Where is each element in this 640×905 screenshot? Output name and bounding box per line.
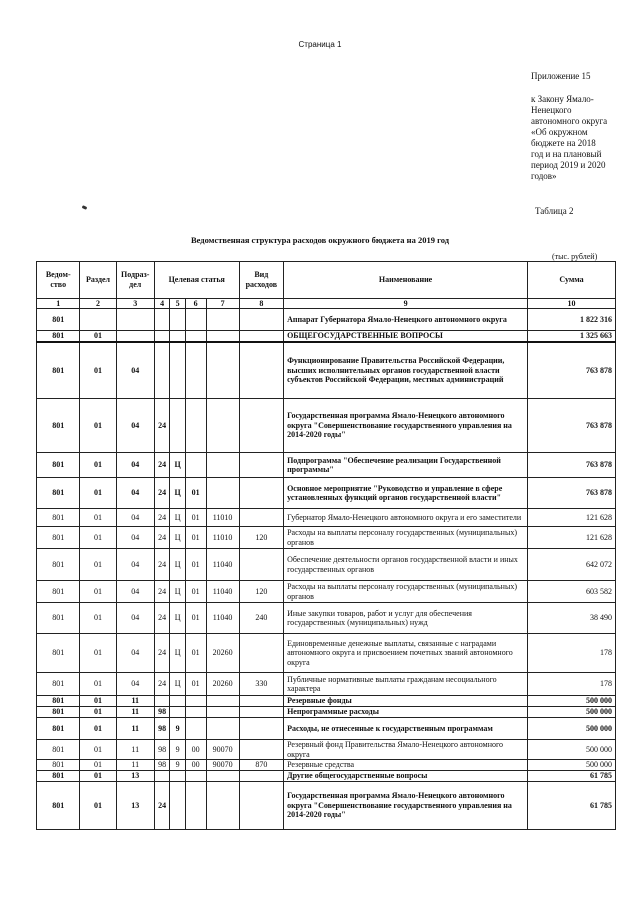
table-row — [37, 342, 616, 399]
appendix-line: год и на плановый — [531, 149, 602, 159]
cell-cs-program: 24 — [154, 782, 170, 830]
cell-razdel: 01 — [80, 696, 116, 707]
cell-vid-rashodov — [239, 718, 283, 740]
cell-vid-rashodov — [239, 509, 283, 527]
cell-cs-subprogram: Ц — [170, 634, 186, 673]
cell-cs-direction: 90070 — [206, 760, 239, 771]
scan-speck — [82, 205, 88, 210]
cell-cs-activity — [185, 771, 206, 782]
cell-summa: 121 628 — [528, 509, 616, 527]
cell-vedomstvo: 801 — [37, 634, 80, 673]
cell-summa: 61 785 — [528, 771, 616, 782]
cell-cs-direction — [206, 782, 239, 830]
cell-summa: 38 490 — [528, 603, 616, 634]
cell-summa: 1 822 316 — [528, 309, 616, 331]
cell-cs-activity — [185, 782, 206, 830]
cell-cs-subprogram — [170, 782, 186, 830]
cell-podrazdel: 04 — [116, 478, 154, 509]
cell-razdel: 01 — [80, 581, 116, 603]
cell-naimenovanie: Расходы, не отнесенные к государственным программам — [284, 718, 528, 740]
cell-cs-subprogram: Ц — [170, 603, 186, 634]
cell-vid-rashodov: 120 — [239, 527, 283, 549]
cell-vid-rashodov — [239, 342, 283, 399]
cell-podrazdel: 04 — [116, 509, 154, 527]
table-row — [37, 453, 616, 478]
column-number: 9 — [284, 299, 528, 309]
cell-razdel: 01 — [80, 342, 116, 399]
appendix-line: бюджете на 2018 — [531, 138, 596, 148]
cell-cs-program: 24 — [154, 603, 170, 634]
cell-naimenovanie: Подпрограмма "Обеспечение реализации Государственной программы" — [284, 453, 528, 478]
cell-razdel: 01 — [80, 549, 116, 581]
cell-cs-program: 24 — [154, 634, 170, 673]
appendix-line: период 2019 и 2020 — [531, 160, 606, 170]
cell-vid-rashodov — [239, 771, 283, 782]
cell-razdel: 01 — [80, 718, 116, 740]
cell-summa: 500 000 — [528, 740, 616, 760]
header-vedomstvo: Ведом-ство — [37, 262, 80, 299]
cell-cs-activity — [185, 696, 206, 707]
header-vid-rashodov: Вид расходов — [239, 262, 283, 299]
column-number-row — [37, 299, 616, 309]
cell-cs-program: 98 — [154, 760, 170, 771]
cell-cs-activity — [185, 453, 206, 478]
table-row — [37, 718, 616, 740]
cell-vedomstvo: 801 — [37, 549, 80, 581]
cell-summa: 500 000 — [528, 707, 616, 718]
cell-cs-direction — [206, 478, 239, 509]
cell-cs-program: 24 — [154, 581, 170, 603]
cell-razdel: 01 — [80, 509, 116, 527]
cell-vedomstvo: 801 — [37, 707, 80, 718]
table-row — [37, 509, 616, 527]
units-note: (тыс. рублей) — [552, 252, 598, 261]
appendix-line: годов» — [531, 171, 557, 181]
cell-cs-subprogram — [170, 771, 186, 782]
cell-podrazdel: 13 — [116, 782, 154, 830]
cell-vedomstvo: 801 — [37, 342, 80, 399]
table-label: Таблица 2 — [535, 206, 574, 216]
cell-podrazdel: 04 — [116, 453, 154, 478]
table-row — [37, 771, 616, 782]
cell-cs-direction — [206, 771, 239, 782]
header-celevaya-statya: Целевая статья — [154, 262, 239, 299]
cell-cs-program — [154, 309, 170, 331]
cell-cs-activity — [185, 342, 206, 399]
cell-cs-activity: 00 — [185, 760, 206, 771]
column-number: 3 — [116, 299, 154, 309]
table-row — [37, 634, 616, 673]
cell-naimenovanie: Обеспечение деятельности органов государственной власти и иных государственных органов — [284, 549, 528, 581]
cell-cs-activity — [185, 399, 206, 453]
cell-vedomstvo: 801 — [37, 740, 80, 760]
table-row — [37, 549, 616, 581]
cell-cs-direction: 11010 — [206, 527, 239, 549]
cell-summa: 763 878 — [528, 478, 616, 509]
cell-naimenovanie: Другие общегосударственные вопросы — [284, 771, 528, 782]
cell-vid-rashodov — [239, 782, 283, 830]
table-row — [37, 399, 616, 453]
cell-summa: 763 878 — [528, 399, 616, 453]
cell-cs-direction — [206, 342, 239, 399]
cell-podrazdel: 04 — [116, 634, 154, 673]
cell-cs-program: 24 — [154, 399, 170, 453]
cell-cs-activity: 01 — [185, 634, 206, 673]
cell-summa: 1 325 663 — [528, 331, 616, 342]
cell-summa: 500 000 — [528, 696, 616, 707]
column-number: 1 — [37, 299, 80, 309]
cell-cs-direction — [206, 399, 239, 453]
appendix-line: Ненецкого — [531, 105, 572, 115]
cell-cs-subprogram — [170, 331, 186, 342]
cell-cs-direction: 20260 — [206, 634, 239, 673]
cell-cs-program — [154, 696, 170, 707]
cell-naimenovanie: Функционирование Правительства Российской Федерации, высших исполнительных органов государственной власти субъектов Российской Федерации, местных администраций — [284, 342, 528, 399]
cell-vedomstvo: 801 — [37, 478, 80, 509]
cell-cs-direction: 11040 — [206, 581, 239, 603]
cell-cs-program: 24 — [154, 509, 170, 527]
table-row — [37, 760, 616, 771]
cell-cs-subprogram: Ц — [170, 509, 186, 527]
cell-vid-rashodov: 330 — [239, 673, 283, 696]
cell-podrazdel: 11 — [116, 696, 154, 707]
table-row — [37, 527, 616, 549]
cell-cs-subprogram: 9 — [170, 740, 186, 760]
cell-naimenovanie: Государственная программа Ямало-Ненецкого автономного округа "Совершенствование государственного управления на 2014-2020 годы" — [284, 782, 528, 830]
column-number: 2 — [80, 299, 116, 309]
cell-cs-activity: 01 — [185, 581, 206, 603]
cell-naimenovanie: Расходы на выплаты персоналу государственных (муниципальных) органов — [284, 527, 528, 549]
cell-naimenovanie: Резервные средства — [284, 760, 528, 771]
cell-cs-activity: 00 — [185, 740, 206, 760]
cell-vedomstvo: 801 — [37, 782, 80, 830]
cell-cs-program: 98 — [154, 718, 170, 740]
cell-razdel — [80, 309, 116, 331]
cell-vedomstvo: 801 — [37, 453, 80, 478]
cell-vid-rashodov — [239, 309, 283, 331]
cell-razdel: 01 — [80, 603, 116, 634]
column-number: 5 — [170, 299, 186, 309]
header-summa: Сумма — [528, 262, 616, 299]
cell-cs-subprogram — [170, 696, 186, 707]
cell-summa: 763 878 — [528, 453, 616, 478]
cell-cs-subprogram — [170, 399, 186, 453]
cell-cs-direction: 20260 — [206, 673, 239, 696]
header-razdel: Раздел — [80, 262, 116, 299]
cell-cs-program: 98 — [154, 740, 170, 760]
cell-cs-subprogram — [170, 707, 186, 718]
cell-razdel: 01 — [80, 707, 116, 718]
cell-podrazdel — [116, 331, 154, 342]
cell-vid-rashodov — [239, 549, 283, 581]
cell-podrazdel: 11 — [116, 760, 154, 771]
cell-razdel: 01 — [80, 634, 116, 673]
cell-naimenovanie: Основное мероприятие "Руководство и управление в сфере установленных функций органов государственной власти" — [284, 478, 528, 509]
cell-naimenovanie: Государственная программа Ямало-Ненецкого автономного округа "Совершенствование государственного управления на 2014-2020 годы" — [284, 399, 528, 453]
cell-cs-direction: 11040 — [206, 549, 239, 581]
cell-cs-program — [154, 342, 170, 399]
table-body — [37, 309, 616, 830]
table-title: Ведомственная структура расходов окружного бюджета на 2019 год — [190, 235, 450, 245]
cell-cs-activity — [185, 331, 206, 342]
budget-table — [36, 261, 616, 830]
cell-vedomstvo: 801 — [37, 527, 80, 549]
cell-razdel: 01 — [80, 760, 116, 771]
table-row — [37, 673, 616, 696]
cell-summa: 178 — [528, 673, 616, 696]
column-number: 8 — [239, 299, 283, 309]
cell-naimenovanie: ОБЩЕГОСУДАРСТВЕННЫЕ ВОПРОСЫ — [284, 331, 528, 342]
cell-vedomstvo: 801 — [37, 581, 80, 603]
cell-vid-rashodov — [239, 331, 283, 342]
cell-cs-activity: 01 — [185, 478, 206, 509]
cell-cs-subprogram: Ц — [170, 673, 186, 696]
table-header-row — [37, 262, 616, 299]
cell-vedomstvo: 801 — [37, 771, 80, 782]
cell-vid-rashodov — [239, 740, 283, 760]
cell-cs-direction — [206, 453, 239, 478]
cell-summa: 763 878 — [528, 342, 616, 399]
table-row — [37, 696, 616, 707]
cell-cs-subprogram: Ц — [170, 581, 186, 603]
table-row — [37, 740, 616, 760]
cell-vid-rashodov: 240 — [239, 603, 283, 634]
cell-naimenovanie: Расходы на выплаты персоналу государственных (муниципальных) органов — [284, 581, 528, 603]
cell-cs-program: 24 — [154, 673, 170, 696]
cell-vid-rashodov: 120 — [239, 581, 283, 603]
cell-podrazdel: 04 — [116, 603, 154, 634]
cell-cs-subprogram: Ц — [170, 527, 186, 549]
cell-podrazdel: 11 — [116, 718, 154, 740]
cell-vid-rashodov — [239, 707, 283, 718]
cell-summa: 500 000 — [528, 760, 616, 771]
cell-summa: 642 072 — [528, 549, 616, 581]
cell-naimenovanie: Аппарат Губернатора Ямало-Ненецкого автономного округа — [284, 309, 528, 331]
cell-vedomstvo: 801 — [37, 718, 80, 740]
cell-cs-direction: 90070 — [206, 740, 239, 760]
cell-cs-program: 24 — [154, 453, 170, 478]
cell-cs-direction: 11010 — [206, 509, 239, 527]
cell-cs-direction — [206, 309, 239, 331]
header-podrazdel: Подраз-дел — [116, 262, 154, 299]
cell-cs-direction — [206, 331, 239, 342]
table-row — [37, 309, 616, 331]
cell-cs-subprogram: Ц — [170, 453, 186, 478]
cell-cs-program: 24 — [154, 478, 170, 509]
cell-razdel: 01 — [80, 771, 116, 782]
cell-vedomstvo: 801 — [37, 509, 80, 527]
cell-cs-direction — [206, 696, 239, 707]
table-row — [37, 478, 616, 509]
table-row — [37, 331, 616, 342]
cell-podrazdel: 11 — [116, 740, 154, 760]
header-naimenovanie: Наименование — [284, 262, 528, 299]
cell-naimenovanie: Единовременные денежные выплаты, связанные с наградами автономного округа и присвоением почетных званий автономного округа — [284, 634, 528, 673]
cell-vedomstvo: 801 — [37, 309, 80, 331]
cell-summa: 500 000 — [528, 718, 616, 740]
cell-cs-subprogram: Ц — [170, 549, 186, 581]
cell-razdel: 01 — [80, 331, 116, 342]
cell-summa: 121 628 — [528, 527, 616, 549]
cell-vedomstvo: 801 — [37, 760, 80, 771]
cell-summa: 61 785 — [528, 782, 616, 830]
cell-cs-subprogram — [170, 342, 186, 399]
column-number: 6 — [185, 299, 206, 309]
cell-cs-activity: 01 — [185, 603, 206, 634]
cell-cs-program: 24 — [154, 549, 170, 581]
cell-cs-subprogram: 9 — [170, 760, 186, 771]
cell-razdel: 01 — [80, 453, 116, 478]
table-row — [37, 782, 616, 830]
cell-podrazdel: 04 — [116, 399, 154, 453]
cell-razdel: 01 — [80, 673, 116, 696]
cell-cs-activity — [185, 707, 206, 718]
appendix-note — [531, 71, 631, 182]
column-number: 7 — [206, 299, 239, 309]
cell-podrazdel: 04 — [116, 673, 154, 696]
cell-vedomstvo: 801 — [37, 673, 80, 696]
column-number: 4 — [154, 299, 170, 309]
cell-vid-rashodov — [239, 634, 283, 673]
cell-vid-rashodov — [239, 478, 283, 509]
appendix-line: «Об окружном — [531, 127, 588, 137]
cell-razdel: 01 — [80, 782, 116, 830]
cell-vid-rashodov — [239, 696, 283, 707]
cell-podrazdel: 04 — [116, 581, 154, 603]
cell-razdel: 01 — [80, 399, 116, 453]
cell-podrazdel: 04 — [116, 342, 154, 399]
cell-razdel: 01 — [80, 740, 116, 760]
cell-naimenovanie: Публичные нормативные выплаты гражданам несоциального характера — [284, 673, 528, 696]
cell-naimenovanie: Непрограммные расходы — [284, 707, 528, 718]
cell-cs-subprogram: Ц — [170, 478, 186, 509]
table-row — [37, 581, 616, 603]
cell-cs-subprogram: 9 — [170, 718, 186, 740]
cell-vedomstvo: 801 — [37, 603, 80, 634]
cell-cs-program — [154, 771, 170, 782]
cell-podrazdel: 11 — [116, 707, 154, 718]
cell-vedomstvo: 801 — [37, 399, 80, 453]
cell-cs-activity: 01 — [185, 509, 206, 527]
cell-cs-direction — [206, 707, 239, 718]
cell-podrazdel: 04 — [116, 527, 154, 549]
page-header: Страница 1 — [298, 40, 342, 49]
cell-cs-direction — [206, 718, 239, 740]
cell-podrazdel: 13 — [116, 771, 154, 782]
table-row — [37, 707, 616, 718]
cell-razdel: 01 — [80, 527, 116, 549]
appendix-line: автономного округа — [531, 116, 608, 126]
cell-vedomstvo: 801 — [37, 331, 80, 342]
cell-naimenovanie: Резервные фонды — [284, 696, 528, 707]
cell-cs-program: 24 — [154, 527, 170, 549]
cell-summa: 178 — [528, 634, 616, 673]
appendix-title: Приложение 15 — [531, 71, 591, 81]
cell-vedomstvo: 801 — [37, 696, 80, 707]
cell-podrazdel — [116, 309, 154, 331]
cell-cs-program — [154, 331, 170, 342]
cell-cs-activity — [185, 309, 206, 331]
appendix-line: к Закону Ямало- — [531, 94, 594, 104]
cell-cs-subprogram — [170, 309, 186, 331]
cell-naimenovanie: Иные закупки товаров, работ и услуг для обеспечения государственных (муниципальных) нужд — [284, 603, 528, 634]
cell-cs-activity: 01 — [185, 673, 206, 696]
cell-summa: 603 582 — [528, 581, 616, 603]
cell-cs-activity — [185, 718, 206, 740]
cell-cs-activity: 01 — [185, 549, 206, 581]
cell-vid-rashodov — [239, 453, 283, 478]
cell-naimenovanie: Резервный фонд Правительства Ямало-Ненецкого автономного округа — [284, 740, 528, 760]
cell-vid-rashodov — [239, 399, 283, 453]
cell-naimenovanie: Губернатор Ямало-Ненецкого автономного округа и его заместители — [284, 509, 528, 527]
cell-cs-activity: 01 — [185, 527, 206, 549]
cell-vid-rashodov: 870 — [239, 760, 283, 771]
column-number: 10 — [528, 299, 616, 309]
table-row — [37, 603, 616, 634]
cell-cs-program: 98 — [154, 707, 170, 718]
cell-podrazdel: 04 — [116, 549, 154, 581]
cell-razdel: 01 — [80, 478, 116, 509]
cell-cs-direction: 11040 — [206, 603, 239, 634]
